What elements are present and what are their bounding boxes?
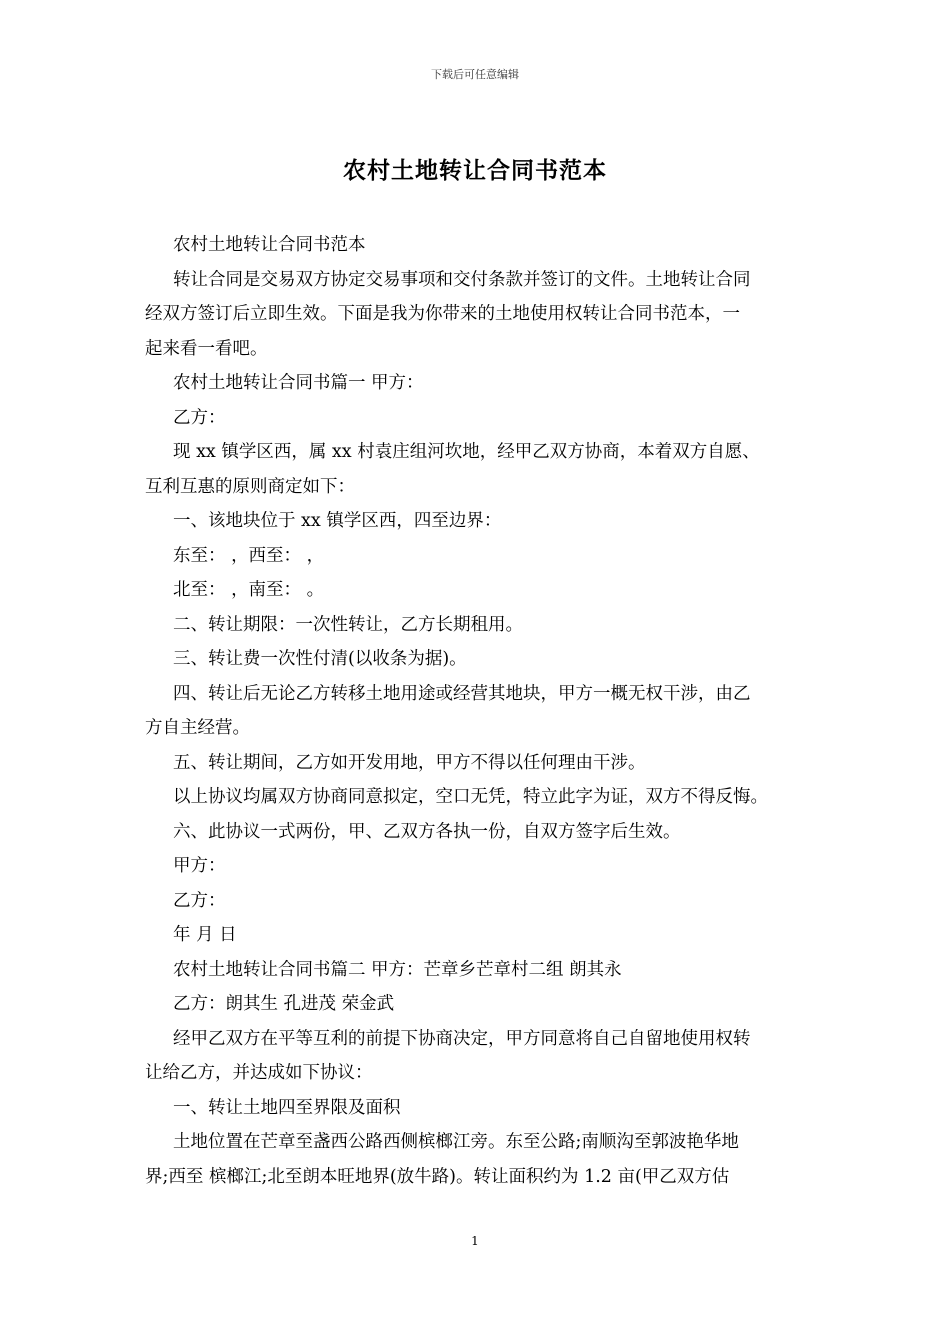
text-line: 三、转让费一次性付清(以收条为据)。 — [173, 649, 467, 669]
text-line: 土地位置在芒章至盏西公路西侧槟榔江旁。东至公路;南顺沟至郭波艳华地 — [173, 1132, 739, 1152]
header-note: 下载后可任意编辑 — [431, 68, 519, 81]
text-line: 乙方： — [173, 890, 226, 911]
text-line: 农村土地转让合同书篇二 甲方：芒章乡芒章村二组 朗其永 — [173, 959, 622, 980]
document-title: 农村土地转让合同书范本 — [343, 157, 607, 184]
text-line: 互利互惠的原则商定如下： — [145, 476, 355, 497]
text-line: 北至： ，南至： 。 — [173, 580, 325, 600]
text-line: 方自主经营。 — [145, 718, 250, 738]
text-line: 经甲乙双方在平等互利的前提下协商决定，甲方同意将自己自留地使用权转 — [173, 1028, 751, 1049]
text-line: 乙方：朗其生 孔进茂 荣金武 — [173, 994, 395, 1014]
text-line: 年 月 日 — [173, 925, 237, 945]
text-line: 转让合同是交易双方协定交易事项和交付条款并签订的文件。土地转让合同 — [173, 269, 751, 290]
text-line: 五、转让期间，乙方如开发用地，甲方不得以任何理由干涉。 — [173, 752, 646, 773]
page-number: 1 — [471, 1234, 479, 1248]
text-line: 农村土地转让合同书篇一 甲方： — [173, 373, 424, 393]
text-line: 一、转让土地四至界限及面积 — [173, 1097, 401, 1118]
text-line: 四、转让后无论乙方转移土地用途或经营其地块，甲方一概无权干涉，由乙 — [173, 683, 751, 704]
text-line: 一、该地块位于 xx 镇学区西，四至边界： — [173, 511, 502, 531]
text-line: 界;西至 槟榔江;北至朗本旺地界(放牛路)。转让面积约为 1.2 亩(甲乙双方估 — [145, 1166, 730, 1187]
text-line: 农村土地转让合同书范本 — [173, 235, 366, 255]
text-line: 乙方： — [173, 407, 226, 428]
text-line: 甲方： — [173, 856, 226, 876]
document-body — [145, 228, 817, 1194]
text-line: 现 xx 镇学区西，属 xx 村袁庄组河坎地，经甲乙双方协商，本着双方自愿、 — [173, 442, 760, 462]
text-line: 东至： ，西至： ， — [173, 545, 325, 566]
text-line: 以上协议均属双方协商同意拟定，空口无凭，特立此字为证，双方不得反悔。 — [173, 787, 768, 807]
text-line: 二、转让期限：一次性转让，乙方长期租用。 — [173, 614, 523, 635]
text-line: 起来看一看吧。 — [145, 338, 268, 359]
text-line: 六、此协议一式两份，甲、乙双方各执一份，自双方签字后生效。 — [173, 821, 681, 842]
text-line: 经双方签订后立即生效。下面是我为你带来的土地使用权转让合同书范本，一 — [145, 304, 740, 324]
text-line: 让给乙方，并达成如下协议： — [145, 1063, 373, 1083]
